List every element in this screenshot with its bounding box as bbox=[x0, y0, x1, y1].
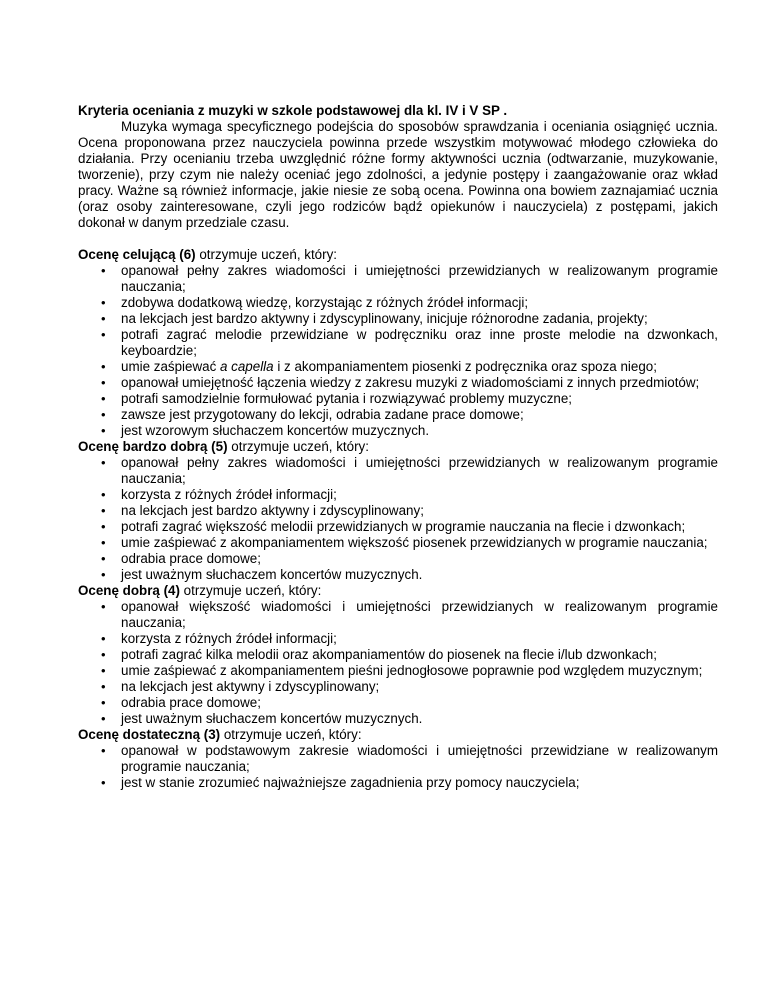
grade-heading-rest: otrzymuje uczeń, który: bbox=[227, 439, 369, 454]
grade-heading-rest: otrzymuje uczeń, który: bbox=[220, 727, 362, 742]
criteria-item: • potrafi samodzielnie formułować pytania i rozwiązywać problemy muzyczne; bbox=[78, 391, 718, 407]
grade-section-5 bbox=[78, 439, 718, 583]
criteria-item: • potrafi zagrać większość melodii przewidzianych w programie nauczania na flecie i dzwonkach; bbox=[78, 519, 718, 535]
criteria-item: • umie zaśpiewać z akompaniamentem większość piosenek przewidzianych w programie nauczania; bbox=[78, 535, 718, 551]
criteria-item: • na lekcjach jest bardzo aktywny i zdyscyplinowany; bbox=[78, 503, 718, 519]
criteria-item: • opanował pełny zakres wiadomości i umiejętności przewidzianych w realizowanym programie nauczania; bbox=[78, 263, 718, 295]
criteria-item: • korzysta z różnych źródeł informacji; bbox=[78, 631, 718, 647]
criteria-item: • na lekcjach jest aktywny i zdyscyplinowany; bbox=[78, 679, 718, 695]
grade-heading-rest: otrzymuje uczeń, który: bbox=[195, 247, 338, 262]
criteria-item: • jest wzorowym słuchaczem koncertów muzycznych. bbox=[78, 423, 718, 439]
criteria-list bbox=[78, 455, 718, 583]
criteria-list bbox=[78, 599, 718, 727]
grade-heading bbox=[78, 583, 718, 599]
grade-heading-label: Ocenę celującą (6) bbox=[78, 247, 196, 262]
grade-section-6 bbox=[78, 247, 718, 439]
document-page bbox=[78, 103, 718, 791]
criteria-item: • opanował w podstawowym zakresie wiadomości i umiejętności przewidziane w realizowanym programie nauczania; bbox=[78, 743, 718, 775]
criteria-item-italic: a capella bbox=[220, 359, 274, 374]
document-title: Kryteria oceniania z muzyki w szkole podstawowej dla kl. IV i V SP . bbox=[78, 103, 508, 118]
criteria-item: • opanował pełny zakres wiadomości i umiejętności przewidzianych w realizowanym programie nauczania; bbox=[78, 455, 718, 487]
criteria-item: • odrabia prace domowe; bbox=[78, 551, 718, 567]
criteria-item: • zawsze jest przygotowany do lekcji, odrabia zadane prace domowe; bbox=[78, 407, 718, 423]
criteria-item: • na lekcjach jest bardzo aktywny i zdyscyplinowany, inicjuje różnorodne zadania, projekty; bbox=[78, 311, 718, 327]
criteria-list bbox=[78, 743, 718, 791]
criteria-item: • korzysta z różnych źródeł informacji; bbox=[78, 487, 718, 503]
criteria-item-text: umie zaśpiewać bbox=[121, 359, 220, 374]
criteria-item: • potrafi zagrać kilka melodii oraz akompaniamentów do piosenek na flecie i/lub dzwonkach; bbox=[78, 647, 718, 663]
criteria-item-text: i z akompaniamentem piosenki z podręcznika oraz spoza niego; bbox=[273, 359, 657, 374]
grade-heading bbox=[78, 439, 718, 455]
grade-heading bbox=[78, 727, 718, 743]
grade-heading-label: Ocenę dostateczną (3) bbox=[78, 727, 221, 742]
criteria-item: • umie zaśpiewać z akompaniamentem pieśni jednogłosowe poprawnie pod względem muzycznym; bbox=[78, 663, 718, 679]
grade-heading-rest: otrzymuje uczeń, który: bbox=[179, 583, 322, 598]
criteria-item bbox=[78, 359, 718, 375]
criteria-item: • opanował umiejętność łączenia wiedzy z zakresu muzyki z wiadomościami z innych przedmiotów; bbox=[78, 375, 718, 391]
grade-heading-label: Ocenę bardzo dobrą (5) bbox=[78, 439, 228, 454]
grade-section-3 bbox=[78, 727, 718, 791]
criteria-item: • zdobywa dodatkową wiedzę, korzystając z różnych źródeł informacji; bbox=[78, 295, 718, 311]
criteria-item: • jest uważnym słuchaczem koncertów muzycznych. bbox=[78, 567, 718, 583]
paragraph-spacer bbox=[78, 231, 718, 247]
criteria-item: • jest w stanie zrozumieć najważniejsze zagadnienia przy pomocy nauczyciela; bbox=[78, 775, 718, 791]
intro-paragraph: Muzyka wymaga specyficznego podejścia do sposobów sprawdzania i oceniania osiągnięć ucznia. Ocena proponowana przez nauczyciela powinna przede wszystkim motywować młodego człowieka do działania. Przy ocenianiu trzeba uwzględnić różne formy aktywności ucznia (odtwarzanie, muzykowanie, tworzenie), przy czym nie należy oceniać jego zdolności, a jedynie postępy i zaangażowanie oraz wkład pracy. Ważne są również informacje, jakie niesie ze sobą ocena. Powinna ona bowiem zaznajamiać ucznia (oraz osoby zainteresowane, czyli jego rodziców bądź opiekunów i nauczyciela) z postępami, jakich dokonał w danym przedziale czasu. bbox=[78, 119, 718, 230]
grade-section-4 bbox=[78, 583, 718, 727]
grade-heading bbox=[78, 247, 718, 263]
criteria-item: • potrafi zagrać melodie przewidziane w podręczniku oraz inne proste melodie na dzwonkach, keyboardzie; bbox=[78, 327, 718, 359]
criteria-item: • jest uważnym słuchaczem koncertów muzycznych. bbox=[78, 711, 718, 727]
criteria-list bbox=[78, 263, 718, 439]
criteria-item: • opanował większość wiadomości i umiejętności przewidzianych w realizowanym programie nauczania; bbox=[78, 599, 718, 631]
criteria-item: • odrabia prace domowe; bbox=[78, 695, 718, 711]
grade-heading-label: Ocenę dobrą (4) bbox=[78, 583, 180, 598]
